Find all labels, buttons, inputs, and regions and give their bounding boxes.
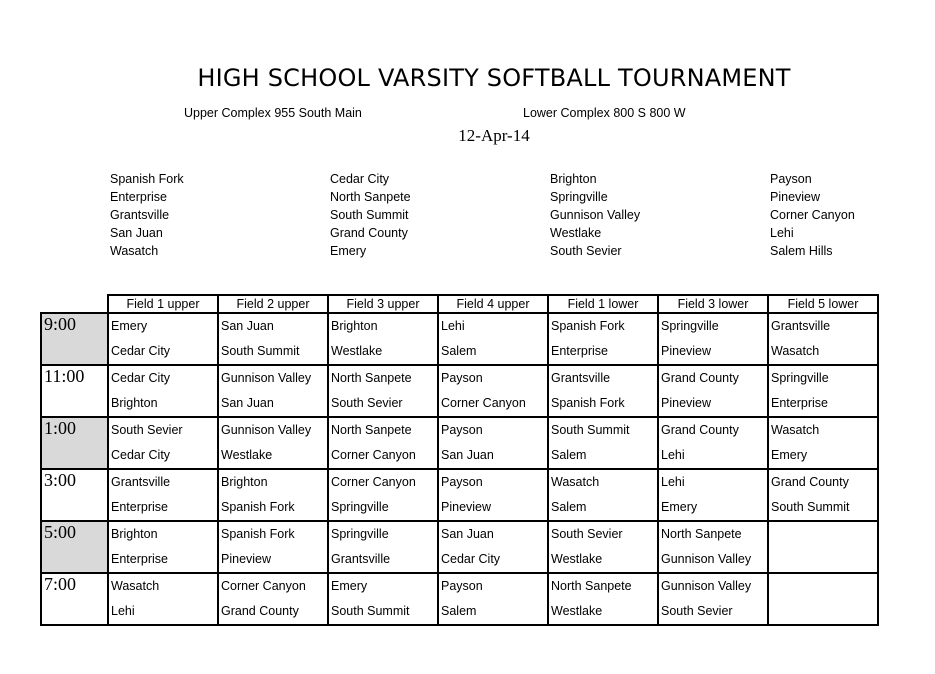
away-team: Westlake <box>221 448 273 462</box>
away-team: Spanish Fork <box>551 396 625 410</box>
home-team: Payson <box>441 475 483 489</box>
away-team: Spanish Fork <box>221 500 295 514</box>
game-cell <box>218 417 328 469</box>
game-cell <box>768 469 878 521</box>
game-cell <box>768 573 878 625</box>
away-team: Pineview <box>661 396 712 410</box>
game-cell <box>768 313 878 365</box>
field-header: Field 3 upper <box>328 295 438 313</box>
game-cell <box>548 313 658 365</box>
time-slot-row <box>41 469 878 521</box>
pool-team: North Sanpete <box>330 190 411 204</box>
game-cell <box>328 365 438 417</box>
home-team: North Sanpete <box>661 527 742 541</box>
game-cell <box>768 417 878 469</box>
home-team: Gunnison Valley <box>221 371 312 385</box>
game-cell <box>548 417 658 469</box>
game-cell <box>548 469 658 521</box>
away-team: Cedar City <box>441 552 501 566</box>
pool-team: Gunnison Valley <box>550 208 641 222</box>
game-cell <box>108 469 218 521</box>
game-cell <box>658 573 768 625</box>
away-team: Lehi <box>111 604 135 618</box>
home-team: Payson <box>441 579 483 593</box>
pool-team: Spanish Fork <box>110 172 184 186</box>
home-team: South Summit <box>551 423 630 437</box>
game-cell <box>438 573 548 625</box>
home-team: Brighton <box>331 319 378 333</box>
time-label: 3:00 <box>41 469 108 521</box>
home-team: Grantsville <box>111 475 171 489</box>
home-team: Payson <box>441 423 483 437</box>
away-team: South Summit <box>331 604 410 618</box>
pool-2 <box>330 170 411 260</box>
time-slot-row <box>41 417 878 469</box>
home-team: South Sevier <box>111 423 183 437</box>
home-team: Grantsville <box>551 371 611 385</box>
away-team: Salem <box>441 604 477 618</box>
game-cell <box>658 469 768 521</box>
pool-4 <box>770 170 855 260</box>
home-team: South Sevier <box>551 527 623 541</box>
away-team <box>769 547 877 572</box>
field-header: Field 2 upper <box>218 295 328 313</box>
home-team: Wasatch <box>551 475 600 489</box>
away-team: Salem <box>441 344 477 358</box>
header-corner <box>41 295 108 313</box>
pool-team: Grand County <box>330 226 408 240</box>
game-cell <box>328 521 438 573</box>
away-team <box>769 599 877 624</box>
home-team: North Sanpete <box>331 371 412 385</box>
home-team: Brighton <box>221 475 268 489</box>
away-team: Corner Canyon <box>441 396 526 410</box>
home-team: Corner Canyon <box>221 579 306 593</box>
home-team <box>769 574 877 599</box>
game-cell <box>438 313 548 365</box>
game-cell <box>438 469 548 521</box>
pool-team: Emery <box>330 244 367 258</box>
away-team: Springville <box>331 500 389 514</box>
game-cell <box>108 313 218 365</box>
away-team: South Summit <box>771 500 850 514</box>
game-cell <box>438 365 548 417</box>
away-team: Corner Canyon <box>331 448 416 462</box>
home-team: Wasatch <box>111 579 160 593</box>
time-slot-row <box>41 365 878 417</box>
away-team: Salem <box>551 448 587 462</box>
pool-team: South Sevier <box>550 244 622 258</box>
game-cell <box>218 365 328 417</box>
away-team: Westlake <box>551 604 603 618</box>
tournament-date: 12-Apr-14 <box>458 126 530 145</box>
pool-team: Brighton <box>550 172 597 186</box>
home-team: San Juan <box>441 527 494 541</box>
home-team: Cedar City <box>111 371 171 385</box>
time-slot-row <box>41 521 878 573</box>
home-team: Lehi <box>441 319 465 333</box>
away-team: Wasatch <box>771 344 820 358</box>
game-cell <box>658 313 768 365</box>
away-team: Grand County <box>221 604 299 618</box>
away-team: Emery <box>661 500 698 514</box>
home-team: Grand County <box>661 423 739 437</box>
away-team: Pineview <box>661 344 712 358</box>
away-team: Gunnison Valley <box>661 552 752 566</box>
time-label: 1:00 <box>41 417 108 469</box>
game-cell <box>548 573 658 625</box>
pool-team: South Summit <box>330 208 409 222</box>
away-team: Lehi <box>661 448 685 462</box>
home-team: Gunnison Valley <box>221 423 312 437</box>
game-cell <box>328 573 438 625</box>
game-cell <box>108 573 218 625</box>
pool-team: Springville <box>550 190 608 204</box>
pool-team: Payson <box>770 172 812 186</box>
away-team: San Juan <box>221 396 274 410</box>
time-label: 9:00 <box>41 313 108 365</box>
game-cell <box>218 573 328 625</box>
home-team: Springville <box>771 371 829 385</box>
game-cell <box>328 417 438 469</box>
game-cell <box>438 417 548 469</box>
game-cell <box>218 521 328 573</box>
upper-complex-address: Upper Complex 955 South Main <box>184 106 362 120</box>
home-team: Spanish Fork <box>551 319 625 333</box>
pool-team: Enterprise <box>110 190 167 204</box>
home-team: Payson <box>441 371 483 385</box>
game-cell <box>658 417 768 469</box>
home-team: Lehi <box>661 475 685 489</box>
time-slot-row <box>41 313 878 365</box>
time-label: 11:00 <box>41 365 108 417</box>
away-team: Pineview <box>441 500 492 514</box>
pool-1 <box>110 170 184 260</box>
away-team: Grantsville <box>331 552 391 566</box>
field-header-row <box>41 295 878 313</box>
away-team: Enterprise <box>771 396 828 410</box>
home-team: Brighton <box>111 527 158 541</box>
field-header: Field 4 upper <box>438 295 548 313</box>
game-cell <box>658 521 768 573</box>
game-cell <box>548 521 658 573</box>
pool-team: Lehi <box>770 226 794 240</box>
home-team: Grand County <box>661 371 739 385</box>
game-cell <box>328 469 438 521</box>
away-team: Enterprise <box>111 552 168 566</box>
schedule-table <box>40 294 879 626</box>
game-cell <box>768 521 878 573</box>
home-team: Corner Canyon <box>331 475 416 489</box>
home-team: Grand County <box>771 475 849 489</box>
away-team: Cedar City <box>111 344 171 358</box>
field-header: Field 1 lower <box>548 295 658 313</box>
page-title: HIGH SCHOOL VARSITY SOFTBALL TOURNAMENT <box>197 64 791 92</box>
away-team: Brighton <box>111 396 158 410</box>
pool-team: Corner Canyon <box>770 208 855 222</box>
home-team: Wasatch <box>771 423 820 437</box>
away-team: Pineview <box>221 552 272 566</box>
field-header: Field 5 lower <box>768 295 878 313</box>
field-header: Field 3 lower <box>658 295 768 313</box>
game-cell <box>328 313 438 365</box>
away-team: Salem <box>551 500 587 514</box>
home-team: Spanish Fork <box>221 527 295 541</box>
lower-complex-address: Lower Complex 800 S 800 W <box>523 106 686 120</box>
home-team: Emery <box>111 319 148 333</box>
home-team: Emery <box>331 579 368 593</box>
home-team <box>769 522 877 547</box>
away-team: South Sevier <box>331 396 403 410</box>
home-team: Gunnison Valley <box>661 579 752 593</box>
away-team: Enterprise <box>111 500 168 514</box>
away-team: San Juan <box>441 448 494 462</box>
away-team: South Summit <box>221 344 300 358</box>
game-cell <box>658 365 768 417</box>
home-team: Springville <box>331 527 389 541</box>
pool-team: Wasatch <box>110 244 159 258</box>
game-cell <box>218 313 328 365</box>
home-team: Springville <box>661 319 719 333</box>
time-label: 5:00 <box>41 521 108 573</box>
game-cell <box>548 365 658 417</box>
game-cell <box>438 521 548 573</box>
home-team: North Sanpete <box>331 423 412 437</box>
game-cell <box>108 365 218 417</box>
time-slot-row <box>41 573 878 625</box>
game-cell <box>768 365 878 417</box>
pool-team: Westlake <box>550 226 602 240</box>
pool-team: San Juan <box>110 226 163 240</box>
away-team: Emery <box>771 448 808 462</box>
pool-team: Grantsville <box>110 208 170 222</box>
pool-3 <box>550 170 640 260</box>
field-header: Field 1 upper <box>108 295 218 313</box>
pool-team: Salem Hills <box>770 244 833 258</box>
away-team: Westlake <box>551 552 603 566</box>
home-team: San Juan <box>221 319 274 333</box>
away-team: Enterprise <box>551 344 608 358</box>
game-cell <box>218 469 328 521</box>
time-label: 7:00 <box>41 573 108 625</box>
game-cell <box>108 521 218 573</box>
home-team: Grantsville <box>771 319 831 333</box>
away-team: Westlake <box>331 344 383 358</box>
home-team: North Sanpete <box>551 579 632 593</box>
away-team: South Sevier <box>661 604 733 618</box>
pool-team: Pineview <box>770 190 821 204</box>
away-team: Cedar City <box>111 448 171 462</box>
game-cell <box>108 417 218 469</box>
pool-team: Cedar City <box>330 172 390 186</box>
